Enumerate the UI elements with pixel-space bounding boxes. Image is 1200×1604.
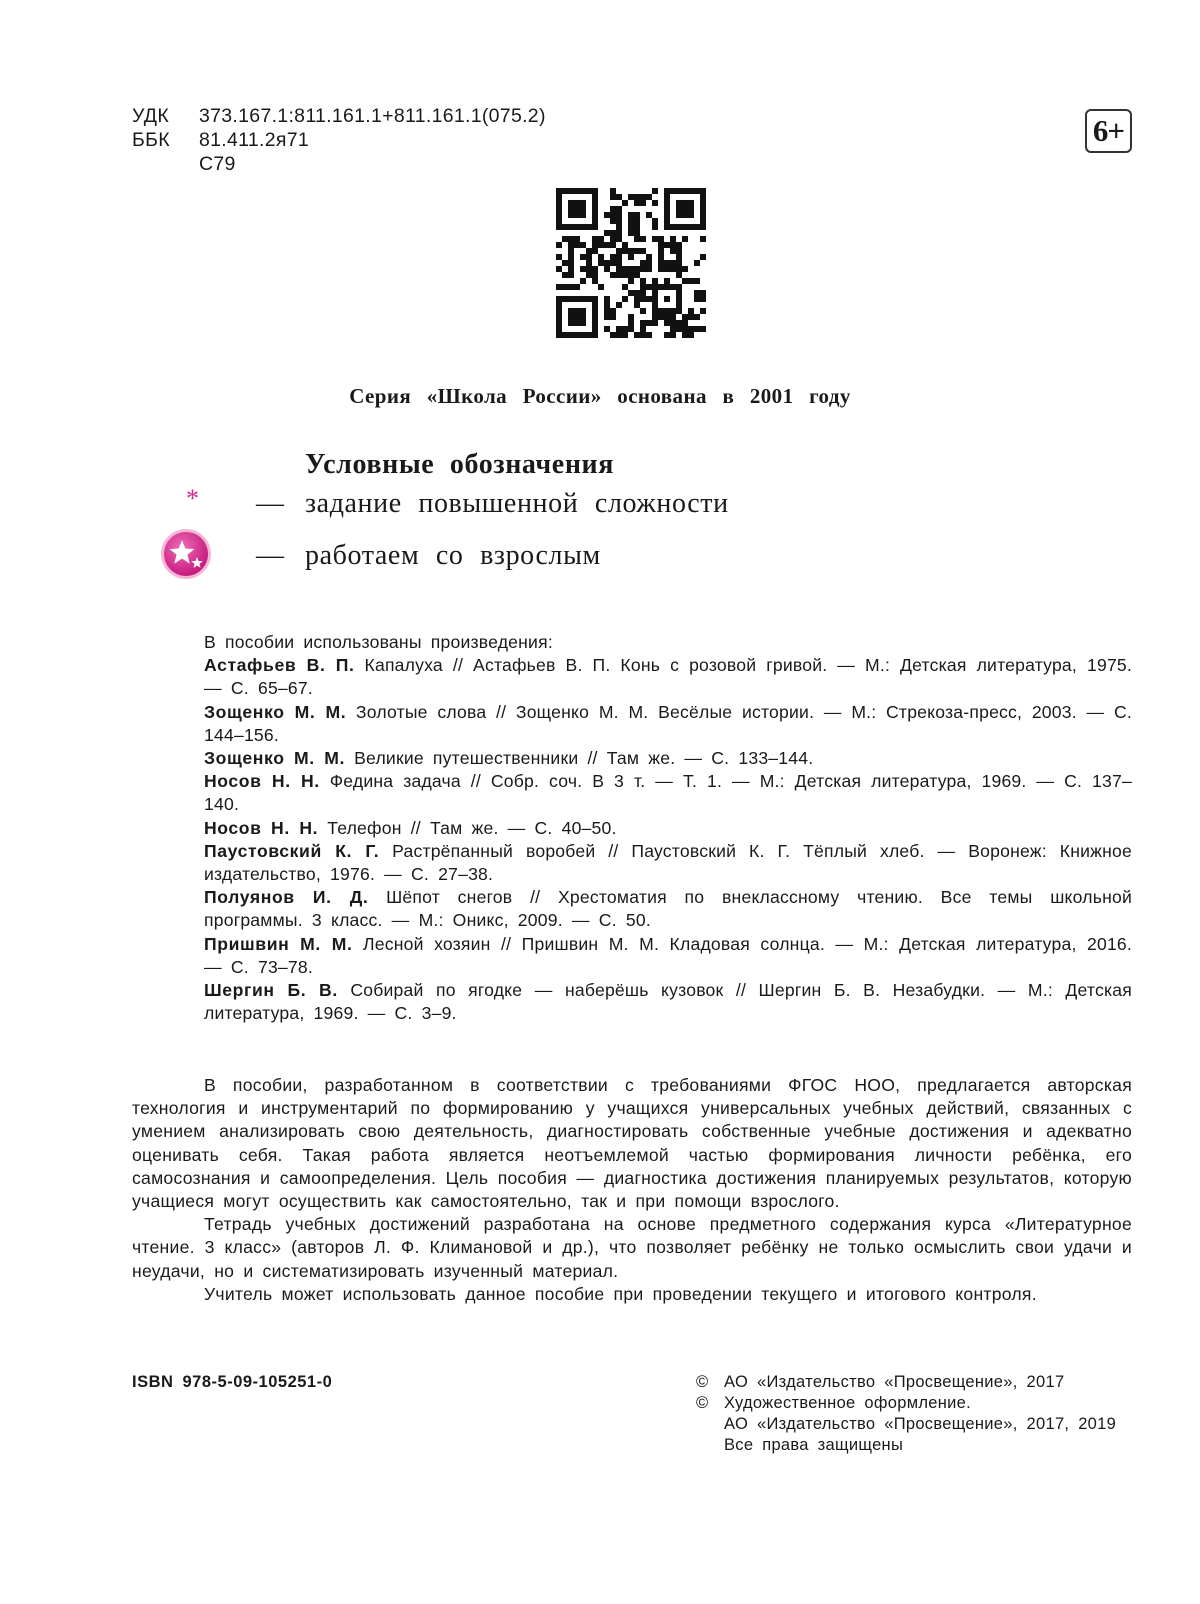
works-entry: [204, 886, 1132, 932]
asterisk-icon: *: [186, 484, 200, 513]
copyright-line: АО «Издательство «Просвещение», 2017, 2019: [724, 1415, 1117, 1433]
works-entry: [204, 701, 1132, 747]
copyright-symbol: ©: [696, 1394, 709, 1412]
isbn: ISBN 978-5-09-105251-0: [132, 1373, 333, 1391]
entry-author: Шергин Б. В.: [204, 980, 338, 1001]
entry-text: Растрёпанный воробей // Паустовский К. Г. Тёплый хлеб. — Воронеж: Книжное издательство, 1976. — С. 27–38.: [204, 840, 1132, 885]
author-mark-row: [132, 152, 546, 176]
series-line: Серия «Школа России» основана в 2001 году: [349, 384, 851, 408]
entry-text: Капалуха // Астафьев В. П. Конь с розовой гривой. — М.: Детская литература, 1975. — С. 65–67.: [204, 655, 1132, 699]
copyright-line: Художественное оформление.: [724, 1394, 972, 1412]
entry-author: Астафьев В. П.: [204, 655, 355, 676]
legend-title: Условные обозначения: [305, 449, 615, 480]
works-entry: [204, 654, 1132, 700]
star-badge-icon: [160, 528, 212, 580]
works-intro: В пособии использованы произведения:: [204, 632, 553, 652]
udk-value: 373.167.1:811.161.1+811.161.1(075.2): [199, 105, 546, 127]
copyright-symbol: ©: [696, 1373, 709, 1391]
author-mark: С79: [199, 153, 236, 175]
description-paragraph: Учитель может использовать данное пособие при проведении текущего и итогового контроля.: [204, 1283, 1037, 1304]
entry-author: Носов Н. Н.: [204, 771, 320, 792]
works-list: [204, 631, 1132, 1025]
entry-text: Великие путешественники // Там же. — С. 133–144.: [354, 748, 814, 769]
works-entry: [204, 747, 1132, 770]
legend-text: задание повышенной сложности: [305, 488, 729, 519]
entry-text: Телефон // Там же. — С. 40–50.: [327, 817, 617, 838]
bbk-value: 81.411.2я71: [199, 129, 310, 151]
works-entry: [204, 817, 1132, 840]
description-paragraph: В пособии, разработанном в соответствии с требованиями ФГОС НОО, предлагается авторская технология и инструментарий по формированию у учащихся универсальных учебных действий, связанных с умением анализировать свою деятельность, диагностировать собственные учебные достижения и адекватно оценивать себя. Такая работа является неотъемлемой частью формирования личности ребёнка, его самосознания и самоопределения. Цель пособия — диагностика достижения планируемых результатов, которую учащиеся могут осуществить как самостоятельно, так и при помощи взрослого.: [132, 1075, 1132, 1212]
works-entry: [204, 840, 1132, 886]
legend-dash: —: [256, 540, 285, 571]
entry-text: Золотые слова // Зощенко М. М. Весёлые истории. — М.: Стрекоза-пресс, 2003. — С. 144–156.: [204, 701, 1132, 745]
entry-text: Лесной хозяин // Пришвин М. М. Кладовая солнца. — М.: Детская литература, 2016. — С. 73–78.: [204, 933, 1132, 977]
legend-text: работаем со взрослым: [305, 540, 601, 571]
copyright-line: Все права защищены: [724, 1436, 904, 1454]
entry-author: Полуянов И. Д.: [204, 887, 369, 908]
udk-label: УДК: [132, 105, 169, 127]
entry-author: Носов Н. Н.: [204, 817, 319, 838]
works-entry: [204, 770, 1132, 816]
legend-dash: —: [256, 488, 285, 519]
description: [132, 1074, 1132, 1306]
entry-author: Зощенко М. М.: [204, 748, 346, 769]
copyright-block: [696, 1372, 1116, 1456]
entry-author: Паустовский К. Г.: [204, 840, 380, 861]
entry-text: Федина задача // Собр. соч. В 3 т. — Т. 1. — М.: Детская литература, 1969. — С. 137–140.: [204, 771, 1132, 815]
bbk-label: ББК: [132, 129, 170, 151]
qr-code-icon[interactable]: [556, 188, 706, 338]
udk-row: [132, 104, 546, 128]
entry-author: Зощенко М. М.: [204, 701, 347, 722]
bbk-row: [132, 128, 546, 152]
age-rating-badge: 6+: [1085, 109, 1132, 153]
works-entry: [204, 979, 1132, 1025]
description-paragraph: Тетрадь учебных достижений разработана на основе предметного содержания курса «Литературное чтение. 3 класс» (авторов Л. Ф. Климановой и др.), что позволяет ребёнку не только осмыслить свои удачи и неудачи, но и систематизировать изученный материал.: [132, 1214, 1132, 1281]
entry-author: Пришвин М. М.: [204, 933, 353, 954]
classification-codes: [132, 104, 546, 176]
entry-text: Шёпот снегов // Хрестоматия по внеклассному чтению. Все темы школьной программы. 3 класс. — М.: Оникс, 2009. — С. 50.: [204, 887, 1132, 931]
works-entry: [204, 933, 1132, 979]
copyright-line: АО «Издательство «Просвещение», 2017: [724, 1373, 1065, 1391]
entry-text: Собирай по ягодке — наберёшь кузовок // Шергин Б. В. Незабудки. — М.: Детская литература, 1969. — С. 3–9.: [204, 980, 1132, 1024]
